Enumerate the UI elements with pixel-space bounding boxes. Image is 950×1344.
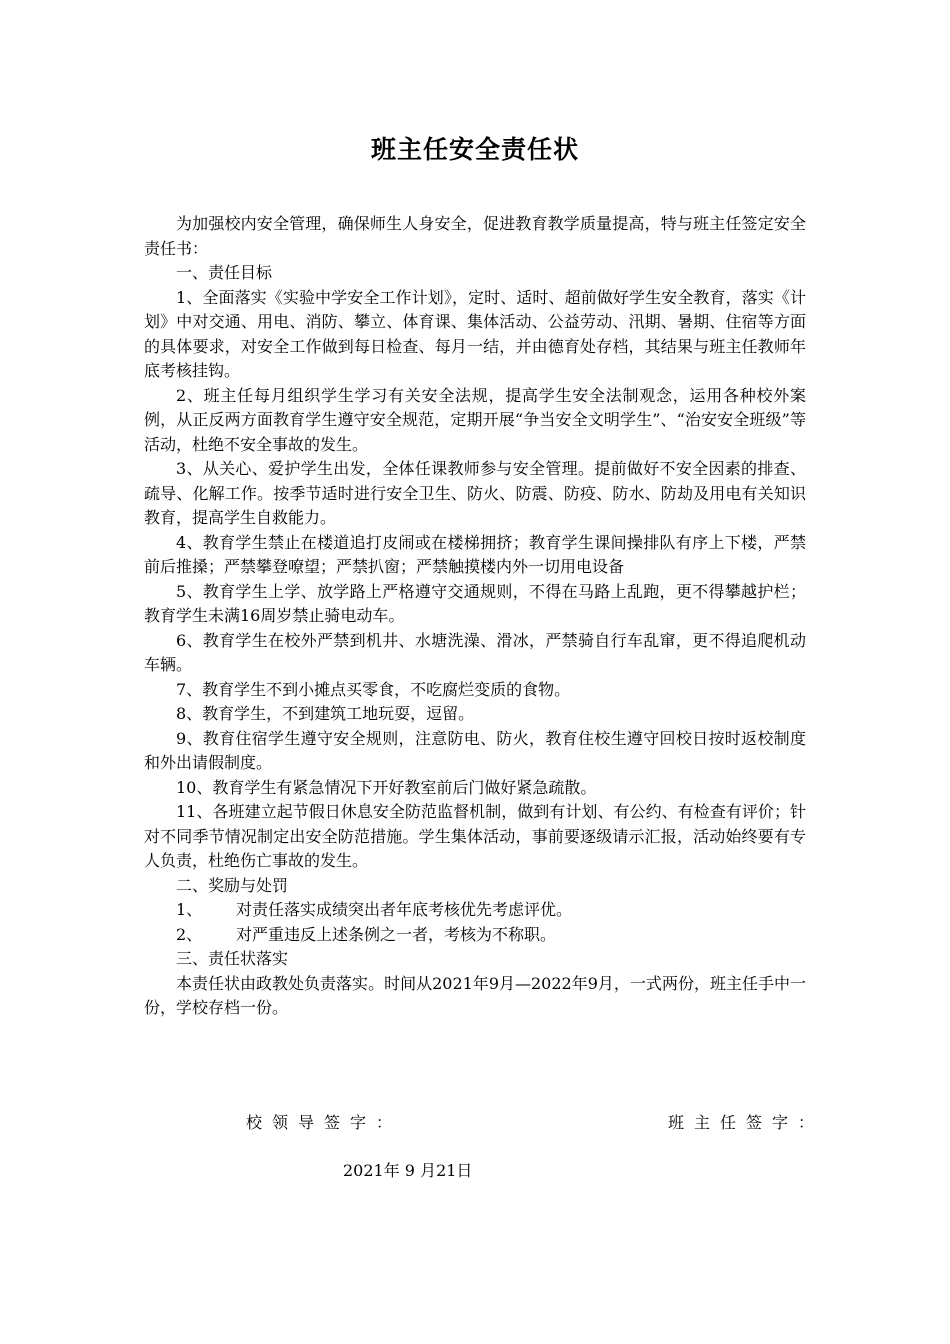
goal-item-9: 9、教育住宿学生遵守安全规则，注意防电、防火，教育住校生遵守回校日按时返校制度和外出请假制度。 xyxy=(144,728,806,772)
reward-item-number: 1、 xyxy=(176,900,203,919)
goal-item-7: 7、教育学生不到小摊点买零食，不吃腐烂变质的食物。 xyxy=(176,679,571,699)
reward-item-2 xyxy=(144,923,806,948)
document-date: 2021年 9 月21日 xyxy=(343,1161,473,1180)
implementation-paragraph: 本责任状由政教处负责落实。时间从2021年9月—2022年9月，一式两份，班主任手中一份，学校存档一份。 xyxy=(144,973,806,1017)
goal-item-3: 3、从关心、爱护学生出发，全体任课教师参与安全管理。提前做好不安全因素的排查、疏导、化解工作。按季节适时进行安全卫生、防火、防震、防疫、防水、防劫及用电有关知识教育，提高学生自救能力。 xyxy=(144,459,806,527)
school-leader-signature-label: 校领导签字： xyxy=(246,1113,403,1132)
reward-item-number: 2、 xyxy=(176,924,203,944)
goal-item-2: 2、班主任每月组织学生学习有关安全法规，提高学生安全法制观念，运用各种校外案例，从正反两方面教育学生遵守安全规范，定期开展“争当安全文明学生”、“治安安全班级”等活动，杜绝不安全事故的发生。 xyxy=(144,385,806,454)
head-teacher-signature-label: 班主任签字： xyxy=(668,1113,825,1132)
section-heading-goals: 一、责任目标 xyxy=(176,263,273,282)
document-title: 班主任安全责任状 xyxy=(370,135,579,164)
goal-item-10: 10、教育学生有紧急情况下开好教室前后门做好紧急疏散。 xyxy=(176,777,597,797)
goal-item-11: 11、各班建立起节假日休息安全防范监督机制，做到有计划、有公约、有检查有评价；针对不同季节情况制定出安全防范措施。学生集体活动，事前要逐级请示汇报，活动始终要有专人负责，杜绝伤亡事故的发生。 xyxy=(144,802,806,870)
section-heading-implementation: 三、责任状落实 xyxy=(176,949,289,968)
goal-item-1: 1、全面落实《实验中学安全工作计划》，定时、适时、超前做好学生安全教育，落实《计划》中对交通、用电、消防、攀立、体育课、集体活动、公益劳动、汛期、暑期、住宿等方面的具体要求，对安全工作做到每日检查、每月一结，并由德育处存档，其结果与班主任教师年底考核挂钩。 xyxy=(144,287,806,380)
section-heading-rewards: 二、奖励与处罚 xyxy=(176,875,289,895)
goal-item-6: 6、教育学生在校外严禁到机井、水塘洗澡、滑冰，严禁骑自行车乱窜，更不得追爬机动车辆。 xyxy=(144,630,806,674)
reward-item-1 xyxy=(144,898,806,923)
goal-item-8: 8、教育学生，不到建筑工地玩耍，逗留。 xyxy=(176,704,475,723)
goal-item-5: 5、教育学生上学、放学路上严格遵守交通规则，不得在马路上乱跑，更不得攀越护栏；教育学生未满16周岁禁止骑电动车。 xyxy=(144,581,806,625)
reward-item-text: 对责任落实成绩突出者年底考核优先考虑评优。 xyxy=(236,900,573,919)
intro-paragraph: 为加强校内安全管理，确保师生人身安全，促进教育教学质量提高，特与班主任签定安全责任书： xyxy=(144,214,806,258)
reward-item-text: 对严重违反上述条例之一者，考核为不称职。 xyxy=(236,924,557,944)
document-body xyxy=(144,212,806,1021)
goal-item-4: 4、教育学生禁止在楼道追打皮闹或在楼梯拥挤；教育学生课间操排队有序上下楼，严禁前后推搡；严禁攀登嘹望；严禁扒窗；严禁触摸楼内外一切用电设备 xyxy=(144,532,806,576)
